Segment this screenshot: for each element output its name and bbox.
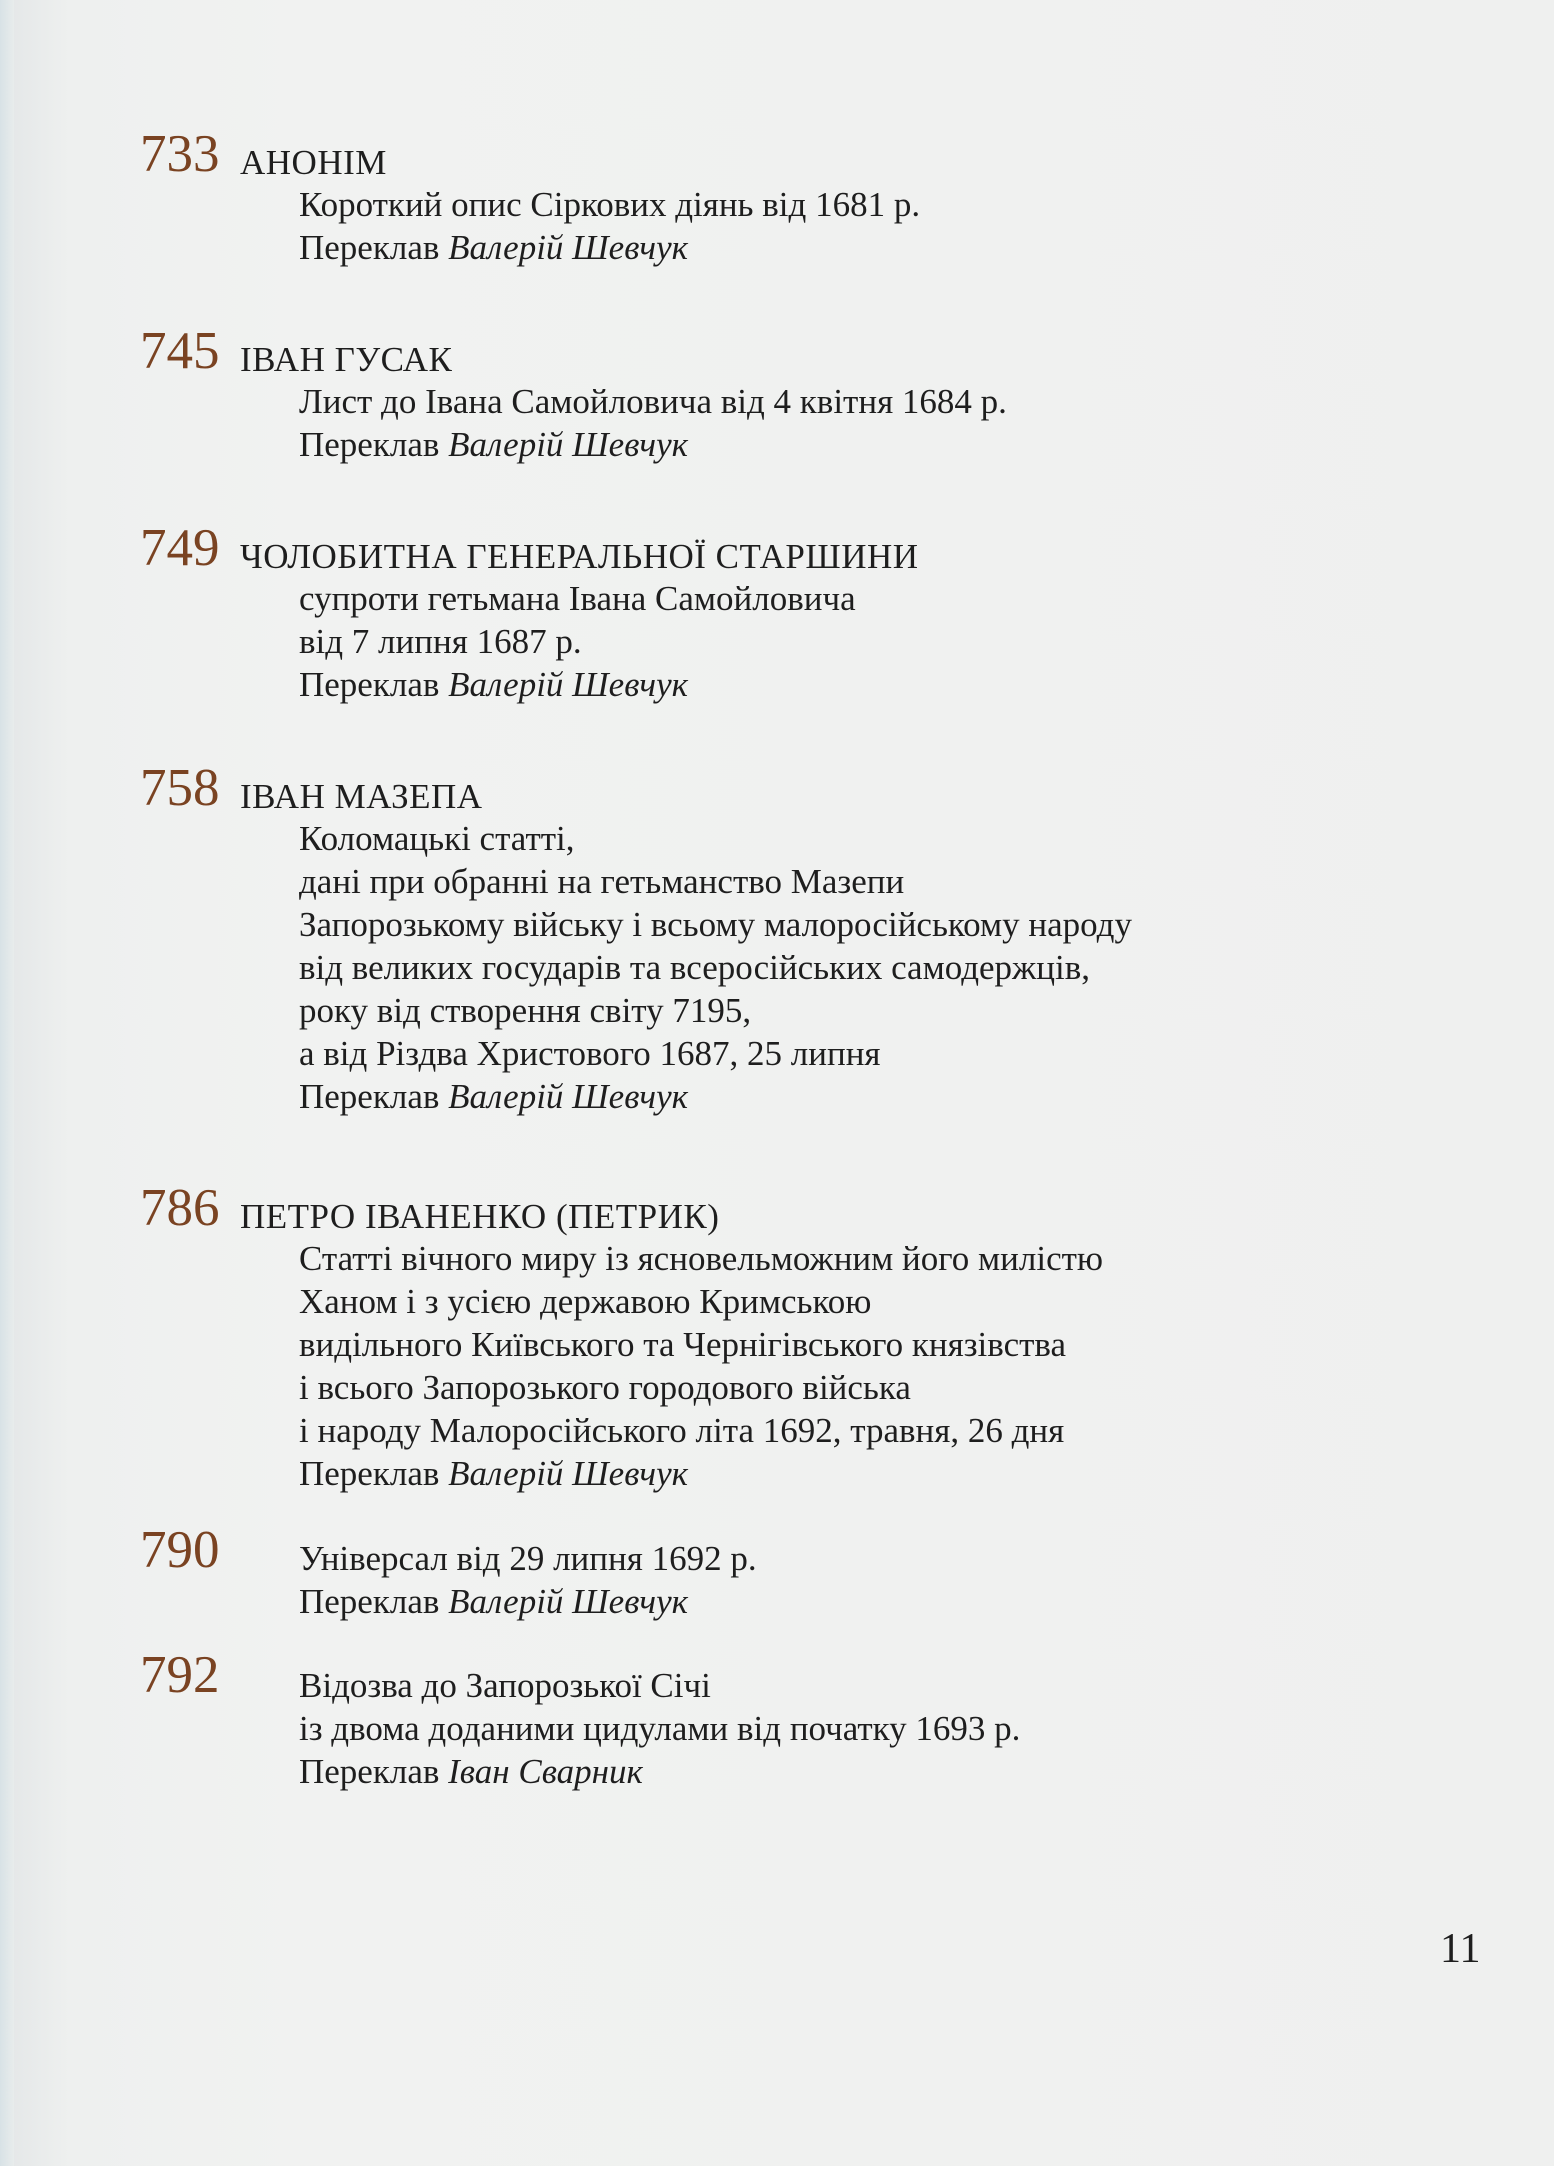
entry-title-line: Лист до Івана Самойловича від 4 квітня 1684 р. [299,382,1007,421]
entry-title-line: із двома доданими цидулами від початку 1693 р. [299,1709,1021,1748]
translator-name: Валерій Шевчук [448,1582,688,1621]
entry-author: ІВАН ГУСАК [240,340,453,379]
entry-page-number: 745 [140,322,220,380]
entry-title-line: Відозва до Запорозької Січі [299,1666,711,1705]
entry-title-line: Запорозькому війську і всьому малоросійському народу [299,905,1132,944]
translator-name: Валерій Шевчук [448,425,688,464]
entry-translator [299,427,688,462]
translator-label: Переклав [299,665,440,704]
entry-title-line: супроти гетьмана Івана Самойловича [299,579,856,618]
entry-title-line: а від Різдва Христового 1687, 25 липня [299,1034,881,1073]
entry-title-line: видільного Київського та Чернігівського князівства [299,1325,1066,1364]
translator-name: Валерій Шевчук [448,1454,688,1493]
entry-translator [299,1584,688,1619]
entry-author: ПЕТРО ІВАНЕНКО (ПЕТРИК) [240,1197,720,1236]
entry-translator [299,1079,688,1114]
entry-page-number: 749 [140,519,220,577]
translator-label: Переклав [299,1077,440,1116]
entry-translator [299,667,688,702]
translator-label: Переклав [299,1454,440,1493]
entry-translator [299,1754,643,1789]
translator-name: Валерій Шевчук [448,1077,688,1116]
entry-title-line: від 7 липня 1687 р. [299,622,582,661]
entry-author: АНОНІМ [240,143,387,182]
entry-page-number: 786 [140,1179,220,1237]
entry-title-line: і народу Малоросійського літа 1692, травня, 26 дня [299,1411,1065,1450]
entry-title-line: Ханом і з усією державою Кримською [299,1282,872,1321]
entry-translator [299,1456,688,1491]
entry-translator [299,230,688,265]
entry-title-line: Універсал від 29 липня 1692 р. [299,1539,757,1578]
entry-page-number: 733 [140,125,220,183]
entry-title-line: Статті вічного миру із ясновельможним його милістю [299,1239,1104,1278]
entry-page-number: 758 [140,759,220,817]
page-edge [0,0,14,2166]
entry-title-line: Короткий опис Сіркових діянь від 1681 р. [299,185,921,224]
entry-page-number: 790 [140,1521,220,1579]
translator-label: Переклав [299,1752,440,1791]
translator-label: Переклав [299,1582,440,1621]
entry-author: ІВАН МАЗЕПА [240,777,483,816]
translator-name: Іван Сварник [448,1752,643,1791]
translator-name: Валерій Шевчук [448,228,688,267]
entry-title-line: дані при обранні на гетьманство Мазепи [299,862,905,901]
entry-title-line: Коломацькі статті, [299,819,575,858]
translator-label: Переклав [299,228,440,267]
translator-name: Валерій Шевчук [448,665,688,704]
entry-page-number: 792 [140,1646,220,1704]
page-number: 11 [1440,1926,1481,1972]
entry-title-line: і всього Запорозького городового війська [299,1368,911,1407]
entry-title-line: від великих государів та всеросійських самодержців, [299,948,1090,987]
entry-title-line: року від створення світу 7195, [299,991,752,1030]
translator-label: Переклав [299,425,440,464]
entry-author: ЧОЛОБИТНА ГЕНЕРАЛЬНОЇ СТАРШИНИ [240,537,919,576]
